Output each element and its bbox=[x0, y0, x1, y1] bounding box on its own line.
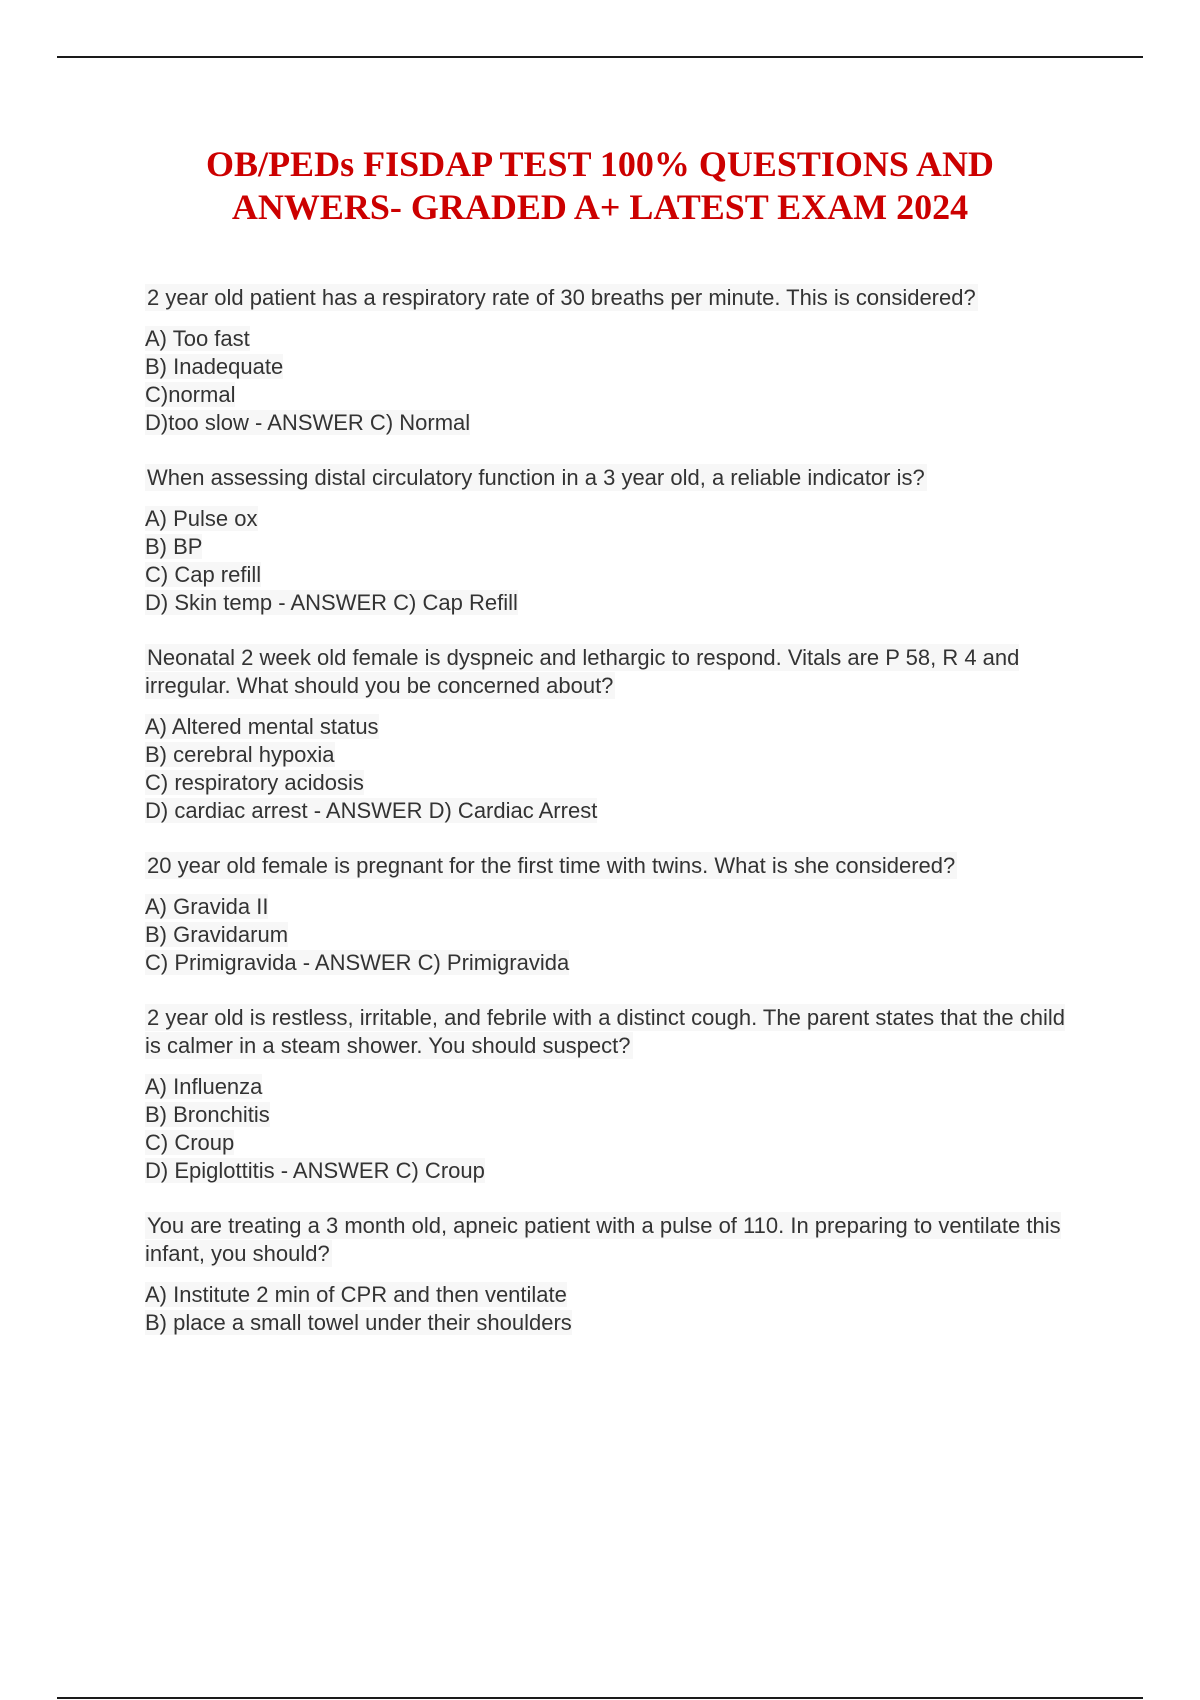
option-item: B) cerebral hypoxia bbox=[145, 742, 335, 767]
question-block-4 bbox=[145, 852, 1085, 977]
question-block-5 bbox=[145, 1004, 1085, 1185]
title-line-1: OB/PEDs FISDAP TEST 100% QUESTIONS AND bbox=[206, 144, 994, 184]
option-item: B) BP bbox=[145, 534, 203, 559]
answer-options bbox=[145, 1281, 1085, 1337]
option-item: D) cardiac arrest - ANSWER D) Cardiac Arrest bbox=[145, 798, 598, 823]
top-divider bbox=[57, 56, 1143, 58]
question-text: 20 year old female is pregnant for the first time with twins. What is she considered? bbox=[147, 853, 956, 878]
option-item: A) Altered mental status bbox=[145, 714, 379, 739]
option-item: B) Inadequate bbox=[145, 354, 284, 379]
question-text: When assessing distal circulatory function in a 3 year old, a reliable indicator is? bbox=[147, 465, 925, 490]
question-text: You are treating a 3 month old, apneic patient with a pulse of 110. In preparing to ventilate this infant, you should? bbox=[145, 1213, 1061, 1266]
option-item: A) Gravida II bbox=[145, 894, 269, 919]
question-list bbox=[145, 284, 1085, 1364]
option-item: A) Institute 2 min of CPR and then ventilate bbox=[145, 1282, 567, 1307]
option-item: D) Skin temp - ANSWER C) Cap Refill bbox=[145, 590, 518, 615]
option-item: C) Primigravida - ANSWER C) Primigravida bbox=[145, 950, 570, 975]
question-text: 2 year old patient has a respiratory rate of 30 breaths per minute. This is considered? bbox=[147, 285, 976, 310]
answer-options bbox=[145, 893, 1085, 977]
title-line-2: ANWERS- GRADED A+ LATEST EXAM 2024 bbox=[231, 187, 969, 227]
option-item: C)normal bbox=[145, 382, 236, 407]
answer-options bbox=[145, 713, 1085, 825]
option-item: B) place a small towel under their shoulders bbox=[145, 1310, 572, 1335]
option-item: C) Croup bbox=[145, 1130, 235, 1155]
document-title bbox=[0, 143, 1200, 229]
question-block-1 bbox=[145, 284, 1085, 437]
question-text: Neonatal 2 week old female is dyspneic and lethargic to respond. Vitals are P 58, R 4 and irregular. What should you be concerned about? bbox=[145, 645, 1020, 698]
option-item: A) Pulse ox bbox=[145, 506, 258, 531]
question-text: 2 year old is restless, irritable, and febrile with a distinct cough. The parent states that the child is calmer in a steam shower. You should suspect? bbox=[145, 1005, 1065, 1058]
option-item: B) Bronchitis bbox=[145, 1102, 270, 1127]
option-item: A) Too fast bbox=[145, 326, 250, 351]
bottom-divider bbox=[57, 1697, 1143, 1699]
answer-options bbox=[145, 505, 1085, 617]
answer-options bbox=[145, 325, 1085, 437]
question-block-2 bbox=[145, 464, 1085, 617]
option-item: B) Gravidarum bbox=[145, 922, 289, 947]
question-block-3 bbox=[145, 644, 1085, 825]
answer-options bbox=[145, 1073, 1085, 1185]
option-item: C) Cap refill bbox=[145, 562, 262, 587]
option-item: C) respiratory acidosis bbox=[145, 770, 364, 795]
option-item: D) Epiglottitis - ANSWER C) Croup bbox=[145, 1158, 485, 1183]
question-block-6 bbox=[145, 1212, 1085, 1337]
option-item: A) Influenza bbox=[145, 1074, 263, 1099]
option-item: D)too slow - ANSWER C) Normal bbox=[145, 410, 471, 435]
